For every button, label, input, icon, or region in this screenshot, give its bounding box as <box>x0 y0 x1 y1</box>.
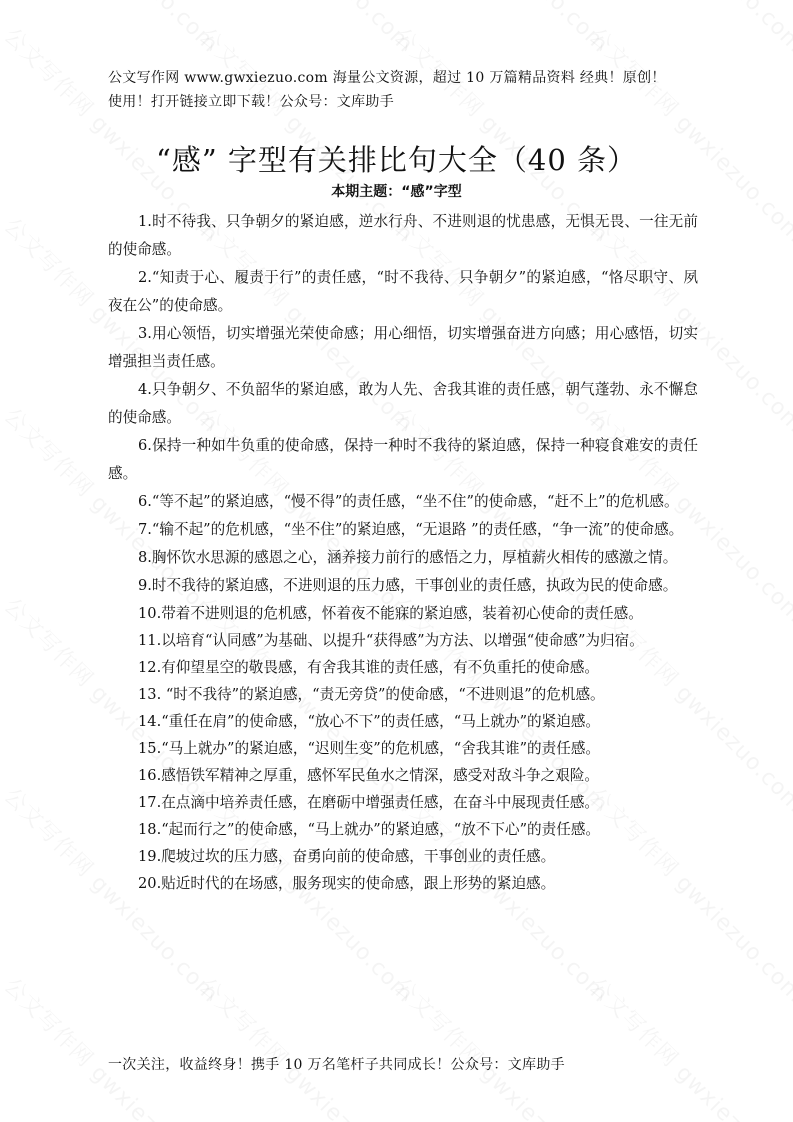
watermark-text <box>388 970 617 1122</box>
header-line-2: 使用！打开链接立即下载！公众号：文库助手 <box>108 94 394 110</box>
list-item: 12.有仰望星空的敬畏感，有舍我其谁的责任感，有不负重托的使命感。 <box>138 659 600 676</box>
list-item: 10.带着不进则退的危机感，怀着夜不能寐的紧迫感，装着初心使命的责任感。 <box>138 605 643 622</box>
list-item: 8.胸怀饮水思源的感恩之心，涵养接力前行的感悟之力，厚植薪火相传的感激之情。 <box>138 549 678 566</box>
document-title: “感” 字型有关排比句大全（40 条） <box>156 143 637 177</box>
list-item: 13. “时不我待”的紧迫感，“责无旁贷”的使命感，“不进则退”的危机感。 <box>138 686 605 703</box>
list-item: 6.“等不起”的紧迫感，“慢不得”的责任感，“坐不住”的使命感，“赶不上”的危机感。 <box>138 493 679 510</box>
list-item: 19.爬坡过坎的压力感，奋勇向前的使命感，干事创业的责任感。 <box>138 848 556 865</box>
list-item: 7.“输不起”的危机感，“坐不住”的紧迫感，“无退路 ”的责任感，“争一流”的使命感。 <box>138 521 684 538</box>
list-item: 6.保持一种如牛负重的使命感，保持一种时不我待的紧迫感，保持一种寝食难安的责任感。 <box>108 437 698 482</box>
list-item: 2.“知责于心、履责于行”的责任感，“时不我待、只争朝夕”的紧迫感，“恪尽职守、夙夜在公”的使命感。 <box>108 269 698 314</box>
document-subtitle: 本期主题：“感”字型 <box>331 184 462 200</box>
watermark-text <box>583 0 793 59</box>
watermark-text <box>0 0 227 59</box>
list-item: 18.“起而行之”的使命感，“马上就办”的紧迫感，“放不下心”的责任感。 <box>138 821 601 838</box>
watermark-text <box>388 0 617 59</box>
list-item: 4.只争朝夕、不负韶华的紧迫感，敢为人先、舍我其谁的责任感，朝气蓬勃、永不懈怠的使命感。 <box>108 381 698 426</box>
list-item: 11.以培育“认同感”为基础、以提升“获得感”为方法、以增强“使命感”为归宿。 <box>138 632 644 649</box>
list-item: 20.贴近时代的在场感，服务现实的使命感，跟上形势的紧迫感。 <box>138 875 556 892</box>
watermark-text <box>193 970 422 1122</box>
list-item: 9.时不我待的紧迫感，不进则退的压力感，干事创业的责任感，执政为民的使命感。 <box>138 577 678 594</box>
list-item: 3.用心领悟，切实增强光荣使命感；用心细悟，切实增强奋进方向感；用心感悟，切实增强担当责任感。 <box>108 325 698 370</box>
page-header <box>108 66 698 114</box>
list-item: 1.时不待我、只争朝夕的紧迫感，逆水行舟、不进则退的忧患感，无惧无畏、一往无前的使命感。 <box>108 213 698 258</box>
page-footer: 一次关注，收益终身！携手 10 万名笔杆子共同成长！公众号：文库助手 <box>108 1057 565 1073</box>
watermark-text <box>583 970 793 1122</box>
watermark-text <box>193 0 422 59</box>
sentence-list <box>108 208 698 897</box>
list-item: 15.“马上就办”的紧迫感，“迟则生变”的危机感，“舍我其谁”的责任感。 <box>138 740 601 757</box>
watermark-text <box>0 970 227 1122</box>
list-item: 17.在点滴中培养责任感，在磨砺中增强责任感，在奋斗中展现责任感。 <box>138 794 600 811</box>
header-line-1: 公文写作网 www.gwxiezuo.com 海量公文资源，超过 10 万篇精品资料 经典！原创！ <box>108 70 666 86</box>
list-item: 16.感悟铁军精神之厚重，感怀军民鱼水之情深，感受对敌斗争之艰险。 <box>138 767 600 784</box>
list-item: 14.“重任在肩”的使命感，“放心不下”的责任感，“马上就办”的紧迫感。 <box>138 713 601 730</box>
